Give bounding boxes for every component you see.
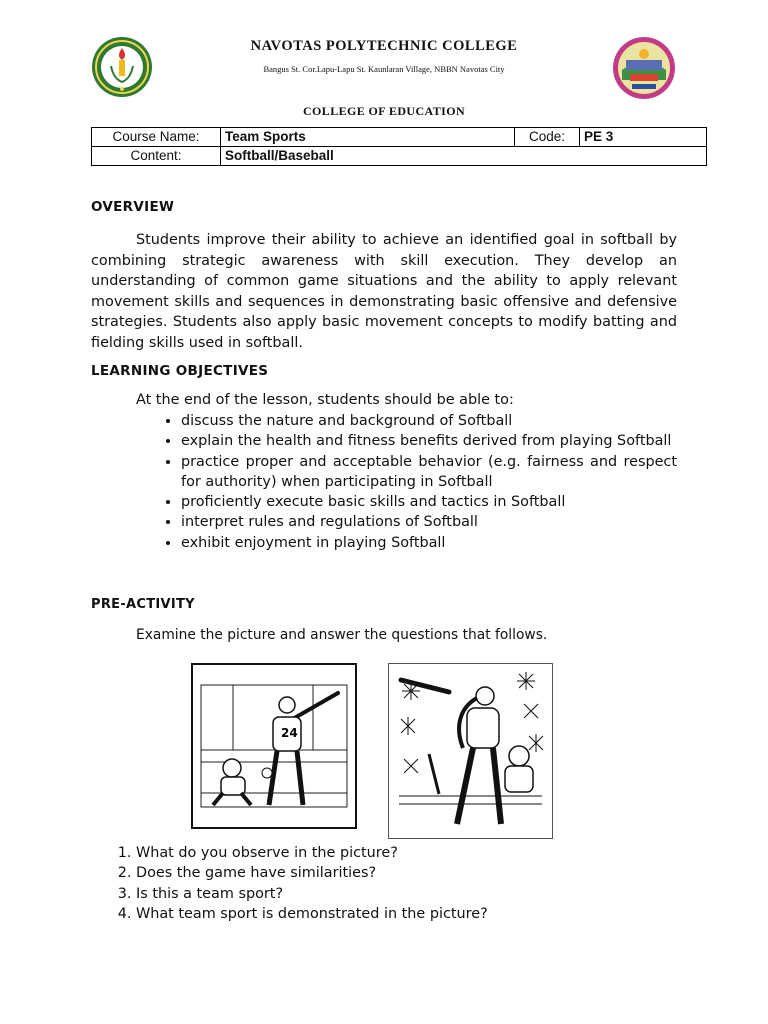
pre-activity-heading: PRE-ACTIVITY (91, 597, 195, 612)
pre-activity-instruction: Examine the picture and answer the questions that follows. (136, 627, 548, 643)
jersey-number: 24 (281, 726, 298, 740)
course-info-table (91, 127, 707, 166)
content-label: Content: (92, 147, 221, 166)
softball-illustration-1 (191, 663, 357, 829)
college-address: Bangus St. Cor.Lapu-Lapu St. Kaunlaran Village, NBBN Navotas City (263, 64, 505, 74)
code-label: Code: (515, 128, 580, 147)
code-value: PE 3 (580, 128, 707, 147)
objectives-list (136, 411, 677, 553)
table-row (92, 128, 707, 147)
objectives-heading: LEARNING OBJECTIVES (91, 363, 269, 379)
list-item: 3. Is this a team sport? (136, 884, 488, 904)
objectives-intro: At the end of the lesson, students should be able to: (136, 392, 514, 408)
softball-illustration-2 (388, 663, 553, 839)
list-item: • exhibit enjoyment in playing Softball (181, 533, 677, 553)
course-name-label: Course Name: (92, 128, 221, 147)
college-name: NAVOTAS POLYTECHNIC COLLEGE (250, 38, 518, 54)
overview-paragraph (91, 230, 677, 353)
table-row (92, 147, 707, 166)
course-name-value: Team Sports (221, 128, 515, 147)
list-item: 4. What team sport is demonstrated in the picture? (136, 904, 488, 924)
list-item: • practice proper and acceptable behavior (e.g. fairness and respect for authority) when participating in Softball (181, 452, 677, 493)
questions-list (113, 843, 488, 924)
list-item: • discuss the nature and background of Softball (181, 411, 677, 431)
overview-text: Students improve their ability to achieve an identified goal in softball by combining strategic awareness with skill execution. They develop an understanding of common game situations and the ability to apply relevant movement skills and sequences in demonstrating basic offensive and defensive strategies. Students also apply basic movement concepts to modify batting and fielding skills used in softball. (91, 232, 677, 351)
list-item: • proficiently execute basic skills and tactics in Softball (181, 492, 677, 512)
overview-heading: OVERVIEW (91, 199, 175, 215)
list-item: 1. What do you observe in the picture? (136, 843, 488, 863)
list-item: 2. Does the game have similarities? (136, 863, 488, 883)
list-item: • explain the health and fitness benefits derived from playing Softball (181, 431, 677, 451)
content-value: Softball/Baseball (221, 147, 707, 166)
department-title: COLLEGE OF EDUCATION (302, 104, 466, 118)
list-item: • interpret rules and regulations of Softball (181, 512, 677, 532)
